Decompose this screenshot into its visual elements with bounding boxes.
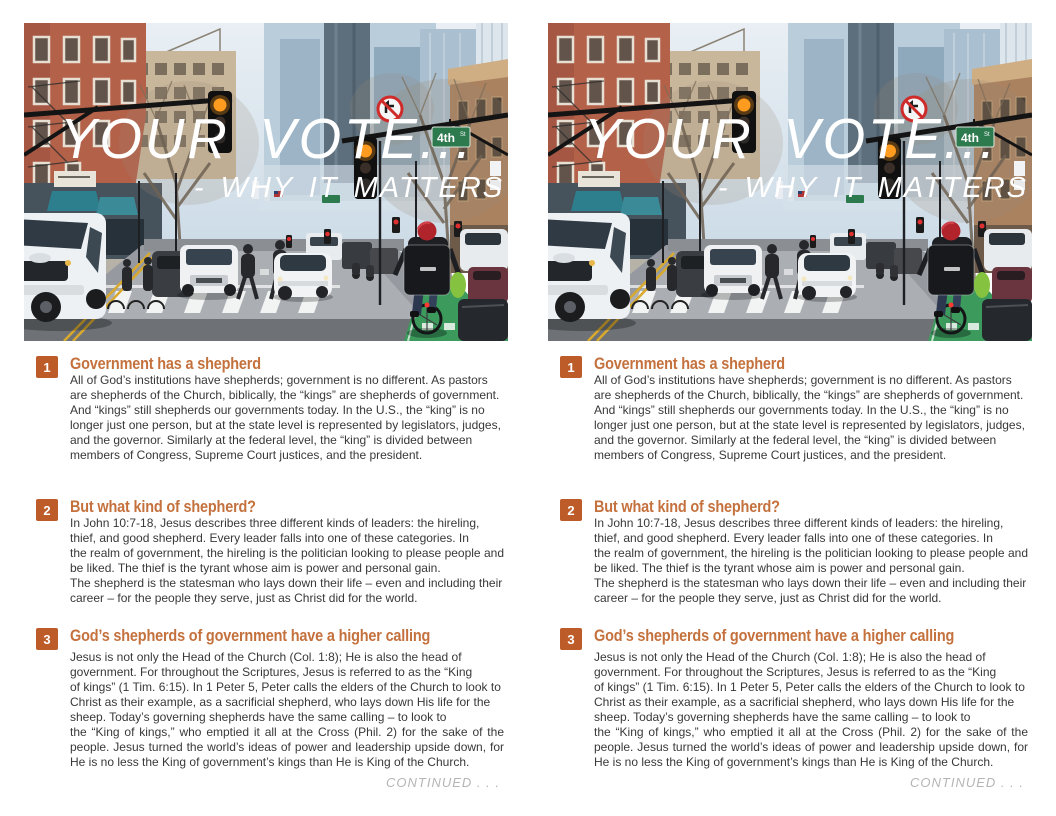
section-heading: But what kind of shepherd? — [594, 497, 780, 516]
section-what-kind-of-shepherd — [560, 497, 1026, 606]
section-number-badge: 2 — [560, 499, 582, 521]
section-paragraph: the realm of government, the hireling is the politician looking to please people and be liked. The thief is the tyrant whose aim is power and personal gain. — [70, 546, 504, 575]
section-number-badge: 2 — [36, 499, 58, 521]
flyer-subtitle: - WHY IT MATTERS — [717, 172, 1028, 204]
section-government-has-a-shepherd — [36, 354, 502, 463]
section-paragraph: Jesus is not only the Head of the Church (Col. 1:8); He is also the head of government. For throughout the Scriptures, Jesus is referred to as the “King — [70, 650, 473, 679]
section-heading: God’s shepherds of government have a higher calling — [70, 626, 431, 645]
continued-label: CONTINUED . . . — [386, 775, 500, 790]
section-number-badge: 3 — [36, 628, 58, 650]
flyer-panel-left — [24, 23, 508, 816]
section-paragraph: All of God’s institutions have shepherds; government is no different. As pastors are shepherds of the Church, biblically, the “kings” are shepherds of government. And “kings” still shepherds our governments today. In the U.S., the “king” is no longer just one person, but at the state level is represented by legislators, judges, and the governor. Similarly at the federal level, the “king” is divided between members of Congress, Supreme Court justices, and the president. — [594, 373, 1025, 462]
section-paragraph: All of God’s institutions have shepherds; government is no different. As pastors are shepherds of the Church, biblically, the “kings” are shepherds of government. And “kings” still shepherds our governments today. In the U.S., the “king” is no longer just one person, but at the state level is represented by legislators, judges, and the governor. Similarly at the federal level, the “king” is divided between members of Congress, Supreme Court justices, and the president. — [70, 373, 501, 462]
flyer-subtitle: - WHY IT MATTERS — [193, 172, 504, 204]
section-government-has-a-shepherd — [560, 354, 1026, 463]
flyer-title: YOUR VOTE... — [60, 107, 474, 171]
section-paragraph: Jesus is not only the Head of the Church (Col. 1:8); He is also the head of government. For throughout the Scriptures, Jesus is referred to as the “King — [594, 650, 997, 679]
section-paragraph: the “King of kings,” who emptied it all at the Cross (Phil. 2) for the sake of the people. Jesus turned the world’s ideas of power and leadership upside down, for He is no less the King of government’s kings than He is King of the Church. — [70, 725, 504, 769]
section-heading: But what kind of shepherd? — [70, 497, 256, 516]
section-higher-calling — [36, 626, 502, 770]
section-paragraph: The shepherd is the statesman who lays down their life – even and including their career – for the people they serve, just as Christ did for the world. — [70, 576, 503, 605]
section-paragraph: of kings” (1 Tim. 6:15). In 1 Peter 5, Peter calls the elders of the Church to look to Christ as their example, as a sacrificial shepherd, who lays down His life for the sheep. Today’s governing shepherds have the same calling – to look to — [594, 680, 1025, 724]
continued-label: CONTINUED . . . — [910, 775, 1024, 790]
section-paragraph: The shepherd is the statesman who lays down their life – even and including their career – for the people they serve, just as Christ did for the world. — [594, 576, 1027, 605]
street-photo — [548, 23, 1032, 341]
section-heading: Government has a shepherd — [70, 354, 261, 373]
flyer-panel-right — [548, 23, 1032, 816]
flyer-title: YOUR VOTE... — [584, 107, 998, 171]
section-number-badge: 3 — [560, 628, 582, 650]
section-number-badge: 1 — [560, 356, 582, 378]
section-what-kind-of-shepherd — [36, 497, 502, 606]
section-heading: Government has a shepherd — [594, 354, 785, 373]
section-heading: God’s shepherds of government have a higher calling — [594, 626, 955, 645]
street-photo — [24, 23, 508, 341]
section-paragraph: the realm of government, the hireling is the politician looking to please people and be liked. The thief is the tyrant whose aim is power and personal gain. — [594, 546, 1028, 575]
section-paragraph: In John 10:7-18, Jesus describes three different kinds of leaders: the hireling, thief, and good shepherd. Every leader falls into one of these categories. In — [70, 516, 480, 545]
section-number-badge: 1 — [36, 356, 58, 378]
section-paragraph: the “King of kings,” who emptied it all at the Cross (Phil. 2) for the sake of the people. Jesus turned the world’s ideas of power and leadership upside down, for He is no less the King of government’s kings than He is King of the Church. — [594, 725, 1028, 769]
section-paragraph: In John 10:7-18, Jesus describes three different kinds of leaders: the hireling, thief, and good shepherd. Every leader falls into one of these categories. In — [594, 516, 1004, 545]
section-higher-calling — [560, 626, 1026, 770]
section-paragraph: of kings” (1 Tim. 6:15). In 1 Peter 5, Peter calls the elders of the Church to look to Christ as their example, as a sacrificial shepherd, who lays down His life for the sheep. Today’s governing shepherds have the same calling – to look to — [70, 680, 501, 724]
